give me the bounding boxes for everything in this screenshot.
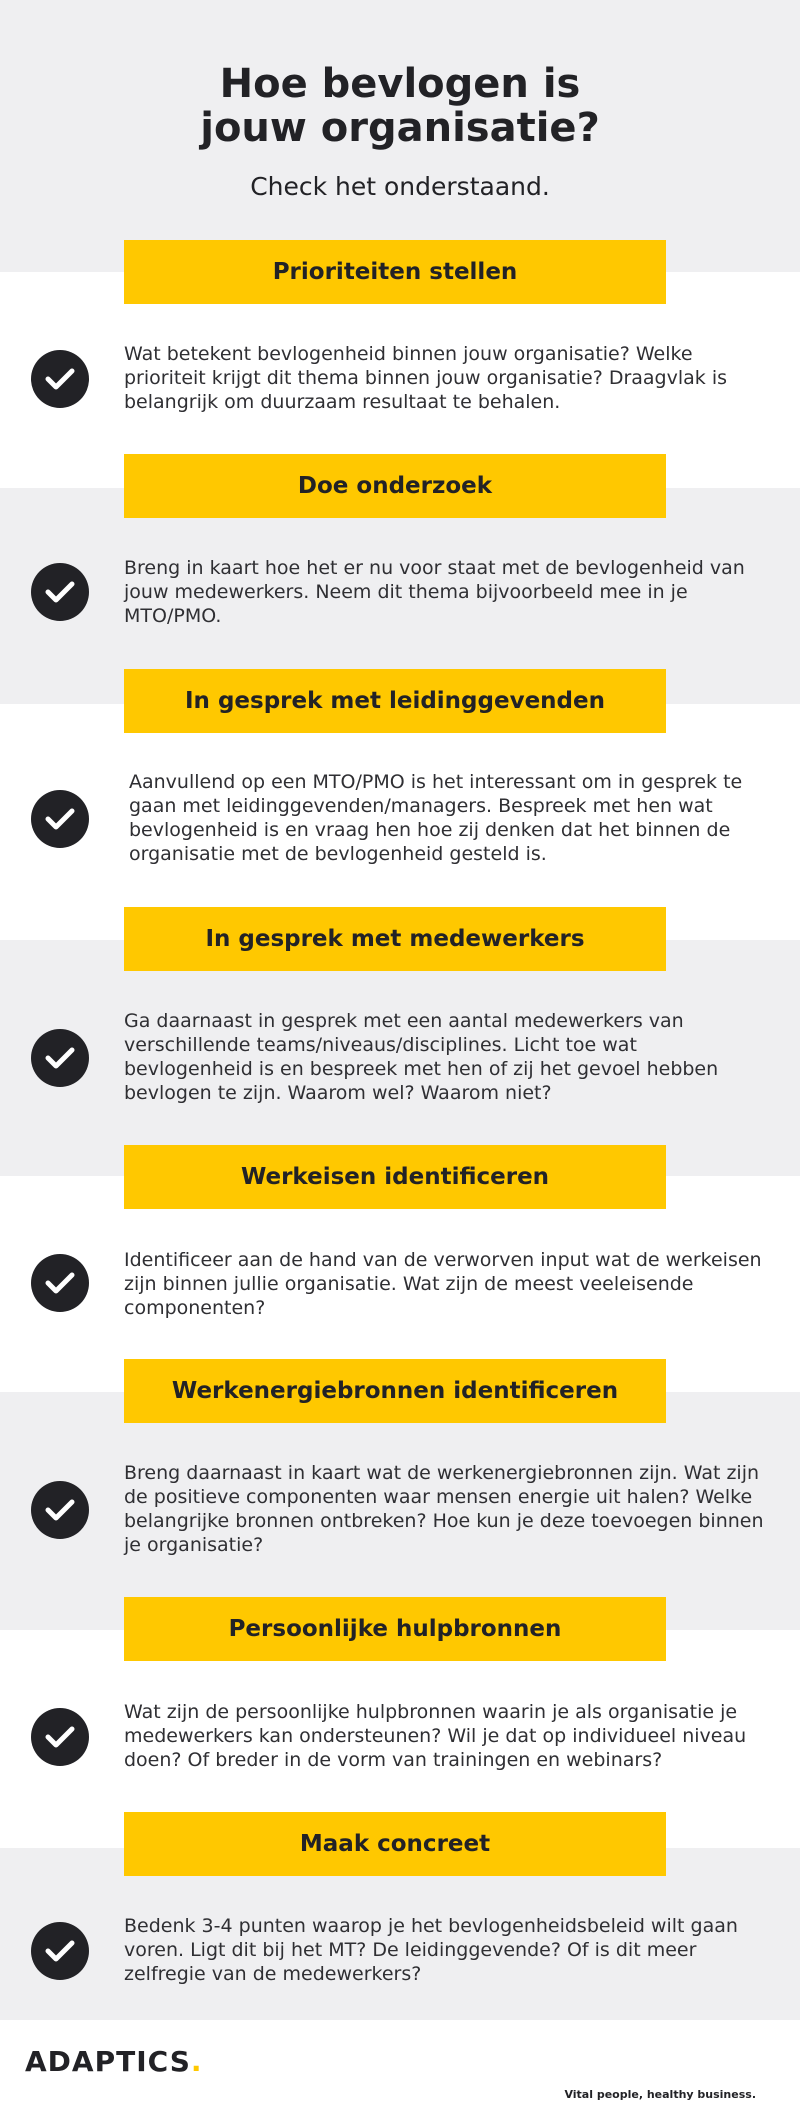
check-icon [31, 1029, 89, 1087]
step-4-text: Ga daarnaast in gesprek met een aantal medewerkers van verschillende teams/niveaus/disciplines. Licht toe wat bevlogenheid is en bespreek met hen of zij het gevoel hebben bevlogen te zijn. Waarom wel? Waarom niet? [124, 1010, 719, 1104]
check-icon [31, 1708, 89, 1766]
check-icon [31, 350, 89, 408]
check-icon [31, 1922, 89, 1980]
step-4-title: In gesprek met medewerkers [124, 907, 666, 971]
step-1-text: Wat betekent bevlogenheid binnen jouw organisatie? Welke prioriteit krijgt dit thema binnen jouw organisatie? Draagvlak is belangrijk om duurzaam resultaat te behalen. [124, 343, 727, 413]
step-8-text: Bedenk 3-4 punten waarop je het bevlogenheidsbeleid wilt gaan voren. Ligt dit bij het MT? De leidinggevende? Of is dit meer zelfregie van de medewerkers? [124, 1915, 738, 1985]
step-7-title: Persoonlijke hulpbronnen [124, 1597, 666, 1661]
check-icon [31, 790, 89, 848]
check-icon [31, 563, 89, 621]
step-6-title: Werkenergiebronnen identificeren [124, 1359, 666, 1423]
logo-dot: . [190, 2045, 203, 2078]
page-subtitle: Check het onderstaand. [250, 172, 550, 201]
step-3-title: In gesprek met leidinggevenden [124, 669, 666, 733]
step-6-text: Breng daarnaast in kaart wat de werkenergiebronnen zijn. Wat zijn de positieve componenten waar mensen energie uit halen? Welke belangrijke bronnen ontbreken? Hoe kun je deze toevoegen binnen je organisatie? [124, 1462, 764, 1556]
check-icon [31, 1481, 89, 1539]
footer-tagline: Vital people, healthy business. [564, 2088, 756, 2101]
step-5-text: Identificeer aan de hand van de verworven input wat de werkeisen zijn binnen jullie organisatie. Wat zijn de meest veeleisende componenten? [124, 1249, 762, 1319]
step-1-title: Prioriteiten stellen [124, 240, 666, 304]
page-title: Hoe bevlogen is jouw organisatie? [200, 61, 600, 151]
adaptics-logo [25, 2045, 203, 2078]
step-3-text: Aanvullend op een MTO/PMO is het interessant om in gesprek te gaan met leidinggevenden/managers. Bespreek met hen wat bevlogenheid is en vraag hen hoe zij denken dat het binnen de organisatie met de bevlogenheid gesteld is. [129, 771, 743, 865]
step-8-title: Maak concreet [124, 1812, 666, 1876]
step-7-text: Wat zijn de persoonlijke hulpbronnen waarin je als organisatie je medewerkers kan ondersteunen? Wil je dat op individueel niveau doen? Of breder in de vorm van trainingen en webinars? [124, 1701, 747, 1771]
step-2-text: Breng in kaart hoe het er nu voor staat met de bevlogenheid van jouw medewerkers. Neem dit thema bijvoorbeeld mee in je MTO/PMO. [124, 557, 745, 627]
logo-text: ADAPTICS [25, 2045, 191, 2078]
check-icon [31, 1254, 89, 1312]
step-5-title: Werkeisen identificeren [124, 1145, 666, 1209]
step-2-title: Doe onderzoek [124, 454, 666, 518]
